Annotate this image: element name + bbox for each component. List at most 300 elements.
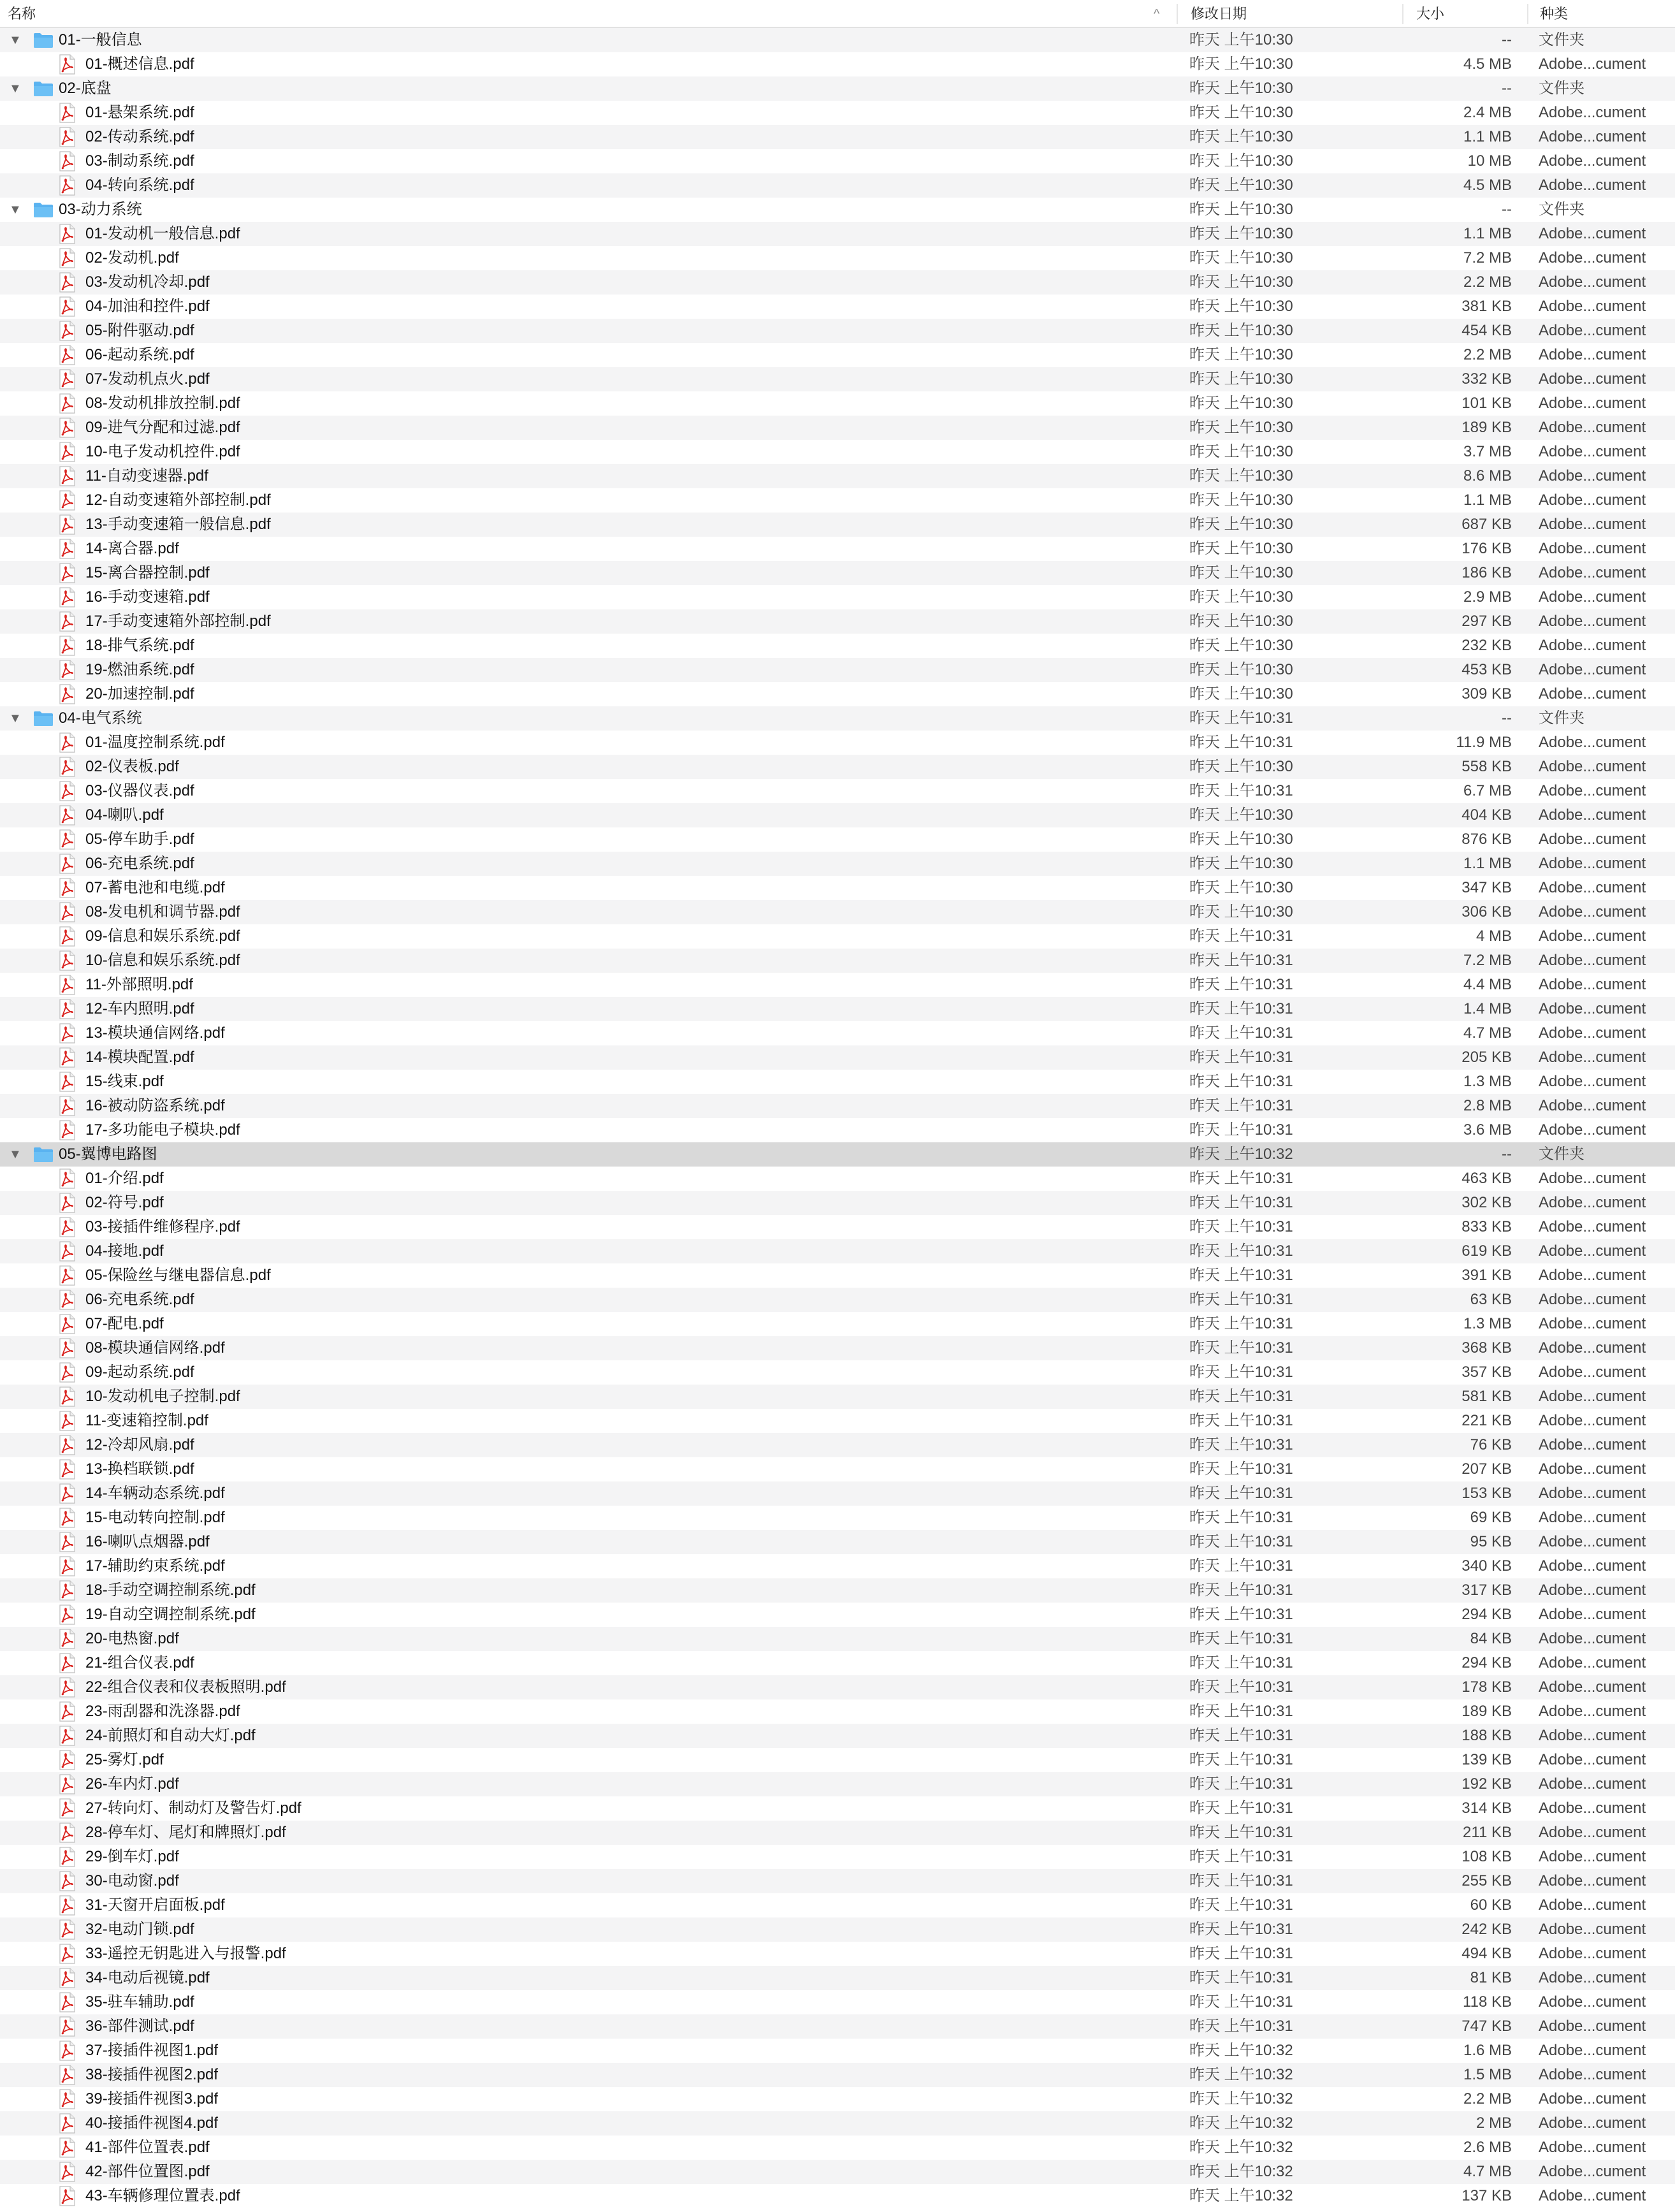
pdf-file-icon: [59, 1386, 75, 1407]
item-date: 昨天 上午10:30: [1189, 55, 1293, 73]
pdf-file-icon: [59, 1944, 75, 1964]
file-row[interactable]: [0, 173, 1675, 198]
item-name[interactable]: 40-接插件视图4.pdf: [85, 2114, 219, 2132]
item-name[interactable]: 03-制动系统.pdf: [85, 152, 194, 170]
item-name[interactable]: 05-附件驱动.pdf: [85, 322, 194, 339]
pdf-file-icon: [59, 537, 75, 561]
file-row[interactable]: [0, 1651, 1675, 1675]
item-date: 昨天 上午10:31: [1189, 952, 1293, 969]
item-size: 186 KB: [1461, 564, 1512, 581]
item-size: 494 KB: [1461, 1945, 1512, 1962]
item-kind: Adobe...cument: [1539, 104, 1646, 121]
item-name[interactable]: 14-车辆动态系统.pdf: [85, 1485, 225, 1502]
item-size: 453 KB: [1461, 661, 1512, 678]
item-kind: Adobe...cument: [1539, 225, 1646, 242]
item-size: 153 KB: [1461, 1485, 1512, 1502]
item-name[interactable]: 03-发动机冷却.pdf: [85, 273, 210, 291]
item-kind: Adobe...cument: [1539, 637, 1646, 654]
file-row[interactable]: [0, 634, 1675, 658]
item-kind: Adobe...cument: [1539, 1364, 1646, 1381]
disclosure-triangle-icon[interactable]: ▼: [9, 82, 22, 96]
item-date: 昨天 上午10:31: [1189, 1533, 1293, 1550]
file-row[interactable]: [0, 1239, 1675, 1263]
folder-icon: [33, 201, 54, 218]
file-row[interactable]: [0, 1070, 1675, 1094]
file-row[interactable]: [0, 1433, 1675, 1457]
item-name[interactable]: 21-组合仪表.pdf: [85, 1654, 194, 1671]
file-row[interactable]: [0, 1748, 1675, 1772]
file-row[interactable]: [0, 973, 1675, 997]
file-row[interactable]: [0, 731, 1675, 755]
file-row[interactable]: [0, 2184, 1675, 2208]
pdf-file-icon: [59, 1701, 75, 1722]
column-header-size[interactable]: 大小: [1416, 6, 1445, 22]
file-row[interactable]: [0, 1312, 1675, 1336]
file-row[interactable]: [0, 1821, 1675, 1845]
pdf-file-icon: [59, 732, 75, 753]
file-row[interactable]: [0, 1772, 1675, 1796]
item-size: 3.7 MB: [1463, 443, 1512, 460]
item-name[interactable]: 35-驻车辅助.pdf: [85, 1993, 194, 2011]
item-date: 昨天 上午10:31: [1189, 928, 1293, 945]
item-name[interactable]: 19-燃油系统.pdf: [85, 661, 194, 678]
file-row[interactable]: [0, 900, 1675, 924]
item-name[interactable]: 13-手动变速箱一般信息.pdf: [85, 516, 271, 533]
column-header-date[interactable]: 修改日期: [1191, 6, 1247, 22]
file-row[interactable]: [0, 1675, 1675, 1699]
item-size: --: [1502, 709, 1512, 727]
file-row[interactable]: [0, 2014, 1675, 2039]
pdf-file-icon: [59, 2014, 75, 2039]
file-row[interactable]: [0, 246, 1675, 270]
item-name[interactable]: 15-电动转向控制.pdf: [85, 1509, 225, 1526]
item-name[interactable]: 03-仪器仪表.pdf: [85, 782, 194, 799]
item-name[interactable]: 06-充电系统.pdf: [85, 855, 194, 872]
pdf-file-icon: [59, 2039, 75, 2063]
item-name[interactable]: 23-雨刮器和洗涤器.pdf: [85, 1703, 240, 1720]
item-name[interactable]: 26-车内灯.pdf: [85, 1775, 179, 1793]
folder-row[interactable]: [0, 706, 1675, 731]
file-row[interactable]: [0, 1191, 1675, 1215]
file-row[interactable]: [0, 1845, 1675, 1869]
item-name[interactable]: 16-手动变速箱.pdf: [85, 588, 210, 606]
item-size: 4.5 MB: [1463, 55, 1512, 73]
pdf-file-icon: [59, 2113, 75, 2134]
item-name[interactable]: 05-停车助手.pdf: [85, 831, 194, 848]
item-name[interactable]: 13-换档联锁.pdf: [85, 1460, 194, 1478]
file-row[interactable]: [0, 876, 1675, 900]
file-row[interactable]: [0, 2111, 1675, 2136]
pdf-file-icon: [59, 367, 75, 391]
item-name[interactable]: 14-离合器.pdf: [85, 540, 179, 557]
item-name[interactable]: 11-变速箱控制.pdf: [85, 1412, 208, 1429]
item-kind: Adobe...cument: [1539, 2139, 1646, 2156]
item-name[interactable]: 17-辅助约束系统.pdf: [85, 1557, 225, 1575]
pdf-file-icon: [59, 1869, 75, 1893]
item-name[interactable]: 04-电气系统: [59, 709, 142, 727]
item-name[interactable]: 04-接地.pdf: [85, 1242, 164, 1260]
item-date: 昨天 上午10:30: [1189, 177, 1293, 194]
item-kind: Adobe...cument: [1539, 1606, 1646, 1623]
file-row[interactable]: [0, 997, 1675, 1021]
item-name[interactable]: 04-加油和控件.pdf: [85, 298, 210, 315]
pdf-file-icon: [59, 295, 75, 319]
file-row[interactable]: [0, 1869, 1675, 1893]
item-size: 1.1 MB: [1463, 855, 1512, 872]
file-row[interactable]: [0, 1796, 1675, 1821]
pdf-file-icon: [59, 585, 75, 609]
item-name[interactable]: 39-接插件视图3.pdf: [85, 2090, 219, 2107]
file-row[interactable]: [0, 2063, 1675, 2087]
item-name[interactable]: 10-发动机电子控制.pdf: [85, 1388, 240, 1405]
file-row[interactable]: [0, 1990, 1675, 2014]
file-row[interactable]: [0, 464, 1675, 488]
item-name[interactable]: 05-保险丝与继电器信息.pdf: [85, 1267, 271, 1284]
file-row[interactable]: [0, 2087, 1675, 2111]
disclosure-triangle-icon[interactable]: ▼: [9, 203, 22, 217]
item-name[interactable]: 22-组合仪表和仪表板照明.pdf: [85, 1678, 286, 1696]
item-size: 205 KB: [1461, 1049, 1512, 1066]
item-date: 昨天 上午10:32: [1189, 2090, 1293, 2107]
pdf-file-icon: [59, 1821, 75, 1845]
item-kind: Adobe...cument: [1539, 322, 1646, 339]
item-date: 昨天 上午10:31: [1189, 1485, 1293, 1502]
pdf-file-icon: [59, 1193, 75, 1213]
file-row[interactable]: [0, 1215, 1675, 1239]
file-row[interactable]: [0, 755, 1675, 779]
folder-row[interactable]: [0, 28, 1675, 52]
pdf-file-icon: [59, 54, 75, 75]
file-row[interactable]: [0, 1966, 1675, 1990]
file-row[interactable]: [0, 391, 1675, 416]
item-name[interactable]: 12-自动变速箱外部控制.pdf: [85, 491, 271, 509]
file-row[interactable]: [0, 513, 1675, 537]
file-row[interactable]: [0, 270, 1675, 295]
column-divider[interactable]: [1402, 4, 1403, 24]
item-name[interactable]: 14-模块配置.pdf: [85, 1049, 194, 1066]
disclosure-triangle-icon[interactable]: ▼: [9, 711, 22, 725]
item-kind: Adobe...cument: [1539, 1000, 1646, 1017]
item-name[interactable]: 08-模块通信网络.pdf: [85, 1339, 225, 1357]
item-kind: Adobe...cument: [1539, 249, 1646, 266]
file-row[interactable]: [0, 852, 1675, 876]
item-size: --: [1502, 1146, 1512, 1163]
item-date: 昨天 上午10:31: [1189, 1242, 1293, 1260]
item-name[interactable]: 12-车内照明.pdf: [85, 1000, 194, 1017]
item-name[interactable]: 02-发动机.pdf: [85, 249, 179, 266]
pdf-file-icon: [59, 1217, 75, 1237]
file-row[interactable]: [0, 537, 1675, 561]
file-row[interactable]: [0, 101, 1675, 125]
file-row[interactable]: [0, 149, 1675, 173]
item-name[interactable]: 15-离合器控制.pdf: [85, 564, 210, 581]
file-row[interactable]: [0, 125, 1675, 149]
item-size: 211 KB: [1463, 1824, 1512, 1841]
file-row[interactable]: [0, 1893, 1675, 1917]
file-row[interactable]: [0, 440, 1675, 464]
item-date: 昨天 上午10:31: [1189, 1630, 1293, 1647]
disclosure-triangle-icon[interactable]: ▼: [9, 1147, 22, 1161]
item-name[interactable]: 10-信息和娱乐系统.pdf: [85, 952, 240, 969]
item-kind: Adobe...cument: [1539, 1291, 1646, 1308]
item-name[interactable]: 08-发动机排放控制.pdf: [85, 395, 240, 412]
item-kind: Adobe...cument: [1539, 613, 1646, 630]
pdf-file-icon: [59, 488, 75, 513]
item-name[interactable]: 15-线束.pdf: [85, 1073, 164, 1090]
file-row[interactable]: [0, 1385, 1675, 1409]
folder-row[interactable]: [0, 76, 1675, 101]
file-row[interactable]: [0, 1021, 1675, 1045]
item-date: 昨天 上午10:31: [1189, 1727, 1293, 1744]
pdf-file-icon: [59, 682, 75, 706]
folder-row[interactable]: [0, 1142, 1675, 1167]
item-size: 876 KB: [1461, 831, 1512, 848]
item-kind: Adobe...cument: [1539, 177, 1646, 194]
item-size: 833 KB: [1461, 1218, 1512, 1235]
pdf-file-icon: [59, 1360, 75, 1385]
item-date: 昨天 上午10:30: [1189, 613, 1293, 630]
item-size: 2.2 MB: [1463, 2090, 1512, 2107]
file-row[interactable]: [0, 1457, 1675, 1481]
pdf-file-icon: [59, 246, 75, 270]
item-name[interactable]: 01-一般信息: [59, 31, 142, 48]
file-row[interactable]: [0, 1094, 1675, 1118]
item-date: 昨天 上午10:30: [1189, 903, 1293, 920]
file-row[interactable]: [0, 1554, 1675, 1578]
column-header-kind[interactable]: 种类: [1540, 6, 1569, 22]
file-row[interactable]: [0, 1336, 1675, 1360]
file-row[interactable]: [0, 367, 1675, 391]
item-size: 7.2 MB: [1463, 952, 1512, 969]
item-name[interactable]: 07-发动机点火.pdf: [85, 370, 210, 388]
item-name[interactable]: 36-部件测试.pdf: [85, 2018, 194, 2035]
sort-ascending-icon[interactable]: ^: [1154, 7, 1160, 21]
item-name[interactable]: 03-接插件维修程序.pdf: [85, 1218, 240, 1235]
item-date: 昨天 上午10:31: [1189, 1824, 1293, 1841]
item-name[interactable]: 34-电动后视镜.pdf: [85, 1969, 210, 1986]
item-name[interactable]: 01-悬架系统.pdf: [85, 104, 194, 121]
pdf-file-icon: [59, 1021, 75, 1045]
file-row[interactable]: [0, 1045, 1675, 1070]
file-row[interactable]: [0, 319, 1675, 343]
item-kind: Adobe...cument: [1539, 1582, 1646, 1599]
item-name[interactable]: 17-多功能电子模块.pdf: [85, 1121, 240, 1139]
item-date: 昨天 上午10:31: [1189, 1557, 1293, 1575]
file-row[interactable]: [0, 1530, 1675, 1554]
item-name[interactable]: 08-发电机和调节器.pdf: [85, 903, 240, 920]
item-name[interactable]: 05-翼博电路图: [59, 1146, 157, 1163]
file-row[interactable]: [0, 222, 1675, 246]
file-row[interactable]: [0, 52, 1675, 76]
item-kind: Adobe...cument: [1539, 928, 1646, 945]
file-row[interactable]: [0, 1118, 1675, 1142]
pdf-file-icon: [59, 900, 75, 924]
item-name[interactable]: 29-倒车灯.pdf: [85, 1848, 179, 1865]
item-name[interactable]: 31-天窗开启面板.pdf: [85, 1896, 225, 1914]
item-size: 306 KB: [1461, 903, 1512, 920]
item-date: 昨天 上午10:31: [1189, 2018, 1293, 2035]
file-row[interactable]: [0, 2136, 1675, 2160]
item-name[interactable]: 18-排气系统.pdf: [85, 637, 194, 654]
item-name[interactable]: 20-加速控制.pdf: [85, 685, 194, 702]
pdf-file-icon: [59, 1726, 75, 1746]
file-row[interactable]: [0, 1288, 1675, 1312]
item-name[interactable]: 02-传动系统.pdf: [85, 128, 194, 145]
item-name[interactable]: 09-起动系统.pdf: [85, 1364, 194, 1381]
file-row[interactable]: [0, 1724, 1675, 1748]
item-name[interactable]: 01-概述信息.pdf: [85, 55, 194, 73]
item-name[interactable]: 11-自动变速器.pdf: [85, 467, 208, 484]
item-date: 昨天 上午10:31: [1189, 1509, 1293, 1526]
file-row[interactable]: [0, 779, 1675, 803]
item-name[interactable]: 04-喇叭.pdf: [85, 806, 164, 824]
item-date: 昨天 上午10:30: [1189, 564, 1293, 581]
item-size: 232 KB: [1461, 637, 1512, 654]
file-row[interactable]: [0, 1263, 1675, 1288]
item-name[interactable]: 02-仪表板.pdf: [85, 758, 179, 775]
item-date: 昨天 上午10:31: [1189, 1969, 1293, 1986]
item-name[interactable]: 19-自动空调控制系统.pdf: [85, 1606, 256, 1623]
item-size: 581 KB: [1461, 1388, 1512, 1405]
item-kind: Adobe...cument: [1539, 1993, 1646, 2011]
pdf-file-icon: [59, 731, 75, 755]
file-row[interactable]: [0, 1699, 1675, 1724]
item-name[interactable]: 28-停车灯、尾灯和牌照灯.pdf: [85, 1824, 286, 1841]
item-kind: Adobe...cument: [1539, 540, 1646, 557]
item-name[interactable]: 20-电热窗.pdf: [85, 1630, 179, 1647]
pdf-file-icon: [59, 440, 75, 464]
item-name[interactable]: 09-信息和娱乐系统.pdf: [85, 928, 240, 945]
item-name[interactable]: 32-电动门锁.pdf: [85, 1921, 194, 1938]
file-row[interactable]: [0, 1917, 1675, 1942]
column-header-name[interactable]: 名称: [8, 6, 36, 22]
item-kind: Adobe...cument: [1539, 1775, 1646, 1793]
item-name[interactable]: 06-起动系统.pdf: [85, 346, 194, 363]
file-row[interactable]: [0, 1167, 1675, 1191]
file-row[interactable]: [0, 2160, 1675, 2184]
item-name[interactable]: 24-前照灯和自动大灯.pdf: [85, 1727, 256, 1744]
column-divider[interactable]: [1527, 4, 1528, 24]
item-name[interactable]: 01-发动机一般信息.pdf: [85, 225, 240, 242]
item-name[interactable]: 38-接插件视图2.pdf: [85, 2066, 219, 2083]
item-date: 昨天 上午10:30: [1189, 298, 1293, 315]
file-row[interactable]: [0, 1627, 1675, 1651]
file-row[interactable]: [0, 2039, 1675, 2063]
file-row[interactable]: [0, 585, 1675, 609]
item-name[interactable]: 07-蓄电池和电缆.pdf: [85, 879, 225, 896]
item-name[interactable]: 30-电动窗.pdf: [85, 1872, 179, 1889]
item-name[interactable]: 01-介绍.pdf: [85, 1170, 164, 1187]
item-size: 11.9 MB: [1456, 734, 1512, 751]
folder-row[interactable]: [0, 198, 1675, 222]
item-name[interactable]: 07-配电.pdf: [85, 1315, 164, 1332]
item-name[interactable]: 16-被动防盗系统.pdf: [85, 1097, 225, 1114]
item-name[interactable]: 03-动力系统: [59, 201, 142, 218]
item-date: 昨天 上午10:31: [1189, 1872, 1293, 1889]
item-name[interactable]: 11-外部照明.pdf: [85, 976, 193, 993]
file-row[interactable]: [0, 1506, 1675, 1530]
item-name[interactable]: 25-雾灯.pdf: [85, 1751, 164, 1768]
item-name[interactable]: 13-模块通信网络.pdf: [85, 1024, 225, 1042]
file-row[interactable]: [0, 1360, 1675, 1385]
item-name[interactable]: 01-温度控制系统.pdf: [85, 734, 225, 751]
item-kind: Adobe...cument: [1539, 734, 1646, 751]
item-name[interactable]: 02-底盘: [59, 80, 112, 97]
file-row[interactable]: [0, 1409, 1675, 1433]
disclosure-triangle-icon[interactable]: ▼: [9, 33, 22, 47]
file-row[interactable]: [0, 1603, 1675, 1627]
item-kind: Adobe...cument: [1539, 1218, 1646, 1235]
item-kind: Adobe...cument: [1539, 1824, 1646, 1841]
file-row[interactable]: [0, 658, 1675, 682]
item-name[interactable]: 02-符号.pdf: [85, 1194, 164, 1211]
item-name[interactable]: 33-遥控无钥匙进入与报警.pdf: [85, 1945, 286, 1962]
item-size: 314 KB: [1461, 1800, 1512, 1817]
item-size: 454 KB: [1461, 322, 1512, 339]
item-kind: Adobe...cument: [1539, 782, 1646, 799]
file-row[interactable]: [0, 1481, 1675, 1506]
file-row[interactable]: [0, 803, 1675, 827]
pdf-file-icon: [59, 2184, 75, 2208]
item-kind: Adobe...cument: [1539, 1388, 1646, 1405]
file-row[interactable]: [0, 561, 1675, 585]
pdf-file-icon: [59, 319, 75, 343]
file-row[interactable]: [0, 609, 1675, 634]
pdf-file-icon: [59, 1895, 75, 1916]
item-name[interactable]: 12-冷却风扇.pdf: [85, 1436, 194, 1453]
file-row[interactable]: [0, 1942, 1675, 1966]
item-name[interactable]: 09-进气分配和过滤.pdf: [85, 419, 240, 436]
item-name[interactable]: 17-手动变速箱外部控制.pdf: [85, 613, 271, 630]
pdf-file-icon: [59, 1580, 75, 1601]
file-row[interactable]: [0, 416, 1675, 440]
file-row[interactable]: [0, 295, 1675, 319]
file-row[interactable]: [0, 924, 1675, 949]
item-kind: Adobe...cument: [1539, 2042, 1646, 2059]
file-row[interactable]: [0, 949, 1675, 973]
item-name[interactable]: 37-接插件视图1.pdf: [85, 2042, 219, 2059]
file-row[interactable]: [0, 343, 1675, 367]
pdf-file-icon: [59, 1411, 75, 1431]
item-name[interactable]: 27-转向灯、制动灯及警告灯.pdf: [85, 1800, 301, 1817]
pdf-file-icon: [59, 1120, 75, 1140]
item-date: 昨天 上午10:31: [1189, 782, 1293, 799]
item-kind: Adobe...cument: [1539, 1170, 1646, 1187]
item-name[interactable]: 43-车辆修理位置表.pdf: [85, 2187, 240, 2204]
item-name[interactable]: 41-部件位置表.pdf: [85, 2139, 210, 2156]
item-name[interactable]: 16-喇叭点烟器.pdf: [85, 1533, 210, 1550]
file-row[interactable]: [0, 827, 1675, 852]
item-name[interactable]: 42-部件位置图.pdf: [85, 2163, 210, 2180]
pdf-file-icon: [59, 418, 75, 438]
pdf-file-icon: [59, 391, 75, 416]
item-name[interactable]: 10-电子发动机控件.pdf: [85, 443, 240, 460]
item-kind: Adobe...cument: [1539, 1049, 1646, 1066]
item-date: 昨天 上午10:31: [1189, 1848, 1293, 1865]
item-name[interactable]: 06-充电系统.pdf: [85, 1291, 194, 1308]
item-name[interactable]: 04-转向系统.pdf: [85, 177, 194, 194]
column-divider[interactable]: [1177, 4, 1178, 24]
file-row[interactable]: [0, 1578, 1675, 1603]
item-name[interactable]: 18-手动空调控制系统.pdf: [85, 1582, 256, 1599]
file-row[interactable]: [0, 682, 1675, 706]
item-size: 381 KB: [1461, 298, 1512, 315]
item-date: 昨天 上午10:31: [1189, 1339, 1293, 1357]
item-size: 687 KB: [1461, 516, 1512, 533]
file-row[interactable]: [0, 488, 1675, 513]
item-size: 192 KB: [1461, 1775, 1512, 1793]
item-date: 昨天 上午10:30: [1189, 443, 1293, 460]
